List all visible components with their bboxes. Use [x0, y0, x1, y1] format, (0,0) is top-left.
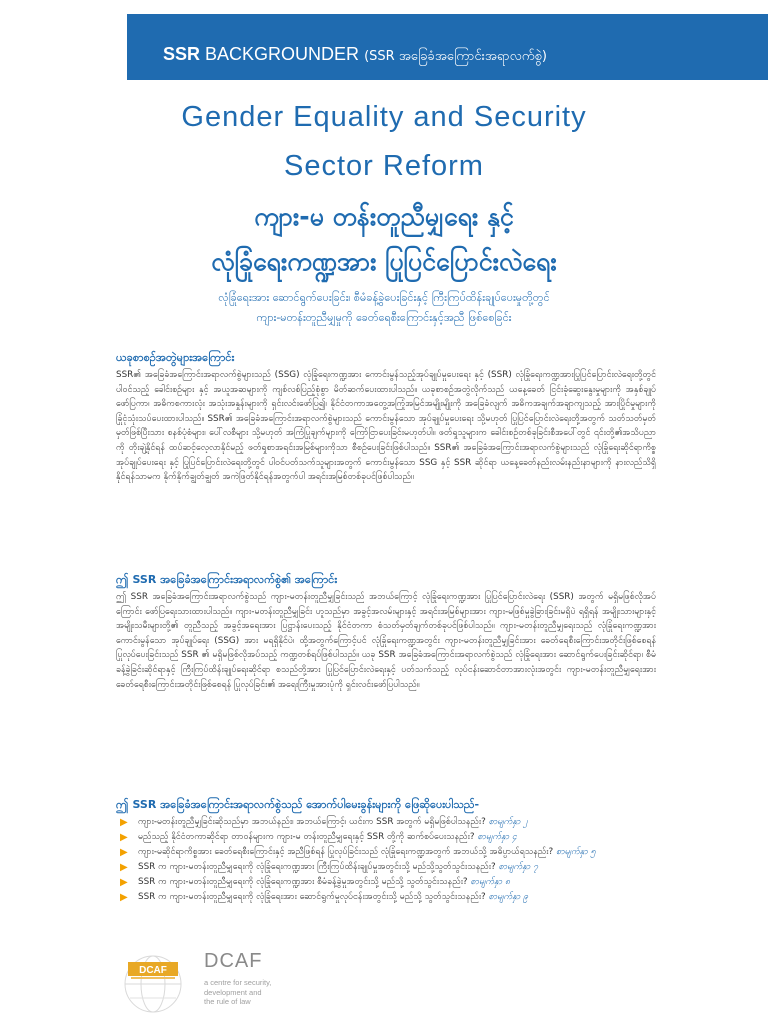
page-reference: စာမျက်နှာ ၈ [470, 877, 510, 887]
question-text: SSR က ကျား-မတန်းတူညီမျှရေးကို လုံခြုံရေးကဏ္ဍအား စီမံခန့်ခွဲမှုအတွင်းသို့ မည်သို့ သွတ်သွင်းသနည်း? [138, 877, 468, 887]
banner-label: BACKGROUNDER [205, 44, 360, 64]
question-text: ကျား-မတန်းတူညီမျှခြင်းဆိုသည်မှာ အဘယ်နည်း၊ အဘယ်ကြောင့်၊ ယင်းက SSR အတွက် မရှိမဖြစ်ပါသနည်း? [138, 817, 486, 827]
question-text: SSR က ကျား-မတန်းတူညီမျှရေးကို လုံခြုံရေးကဏ္ဍအား ကြီးကြပ်ထိန်းချုပ်မှုအတွင်းသို့ မည်သို့သွတ်သွင်းသနည်း? [138, 862, 496, 872]
banner-myanmar: (SSR အခြေခံအကြောင်းအရာလက်စွဲ) [364, 49, 547, 64]
section-about-series [116, 350, 656, 573]
subtitle-line1: လုံခြုံရေးအား ဆောင်ရွက်ပေးခြင်း၊ စီမံခန့်ခွဲပေးခြင်းနှင့် ကြီးကြပ်ထိန်းချုပ်ပေးမှုတို့တွင် [218, 291, 550, 304]
page-reference: စာမျက်နှာ ၇ [498, 862, 539, 872]
page-reference: စာမျက်နှာ ၉ [488, 892, 529, 902]
question-text: မည်သည့် နိုင်ငံတကာဆိုင်ရာ တာဝန်များက ကျား-မ တန်းတူညီမျှရေးနှင့် SSR တို့ကို ဆက်စပ်ပေးသနည်း? [138, 832, 475, 842]
section-about-series-body: SSR၏ အခြေခံအကြောင်းအရာလက်စွဲများသည် (SSG) လုံခြုံရေးကဏ္ဍအား ကောင်းမွန်သည့်အုပ်ချုပ်မှုပေးရေး နှင့် (SSR) လုံခြုံရေးကဏ္ဍအားပြုပြင်ပြောင်းလဲရေးတို့တွင် ပါဝင်သည့် ခေါင်းစဉ်များ နှင့် အယူအဆများကို ကျစ်လစ်ပြည့်စုံစွာ မိတ်ဆက်ပေးထားပါသည်။ ယခုစာစဉ်အတွဲလိုက်သည် ယနေ့ခေတ် ငြင်းခုံဆွေးနွေးမှုများကို အနှစ်ချုပ်ဖော်ပြကာ၊ အဓိကစကားလုံး အသုံးအနှုန်းများကို ရှင်းလင်းဖော်ပြ၍၊ နိုင်ငံတကာအတွေ့အကြုံအမြင်အမျိုးမျိုးကို အခြေခံလျက် အဓိကအချက်အချာကျသည့် အားပြိုင်မှုများကို ခြုံငုံသုံးသပ်ပေးထားပါသည်။ SSR၏ အခြေခံအကြောင်းအရာလက်စွဲများသည် ကောင်းမွန်သော အုပ်ချုပ်မှုပေးရေး သို့မဟုတ် ပြုပြင်ပြောင်းလဲရေးတို့အတွက် သတ်သတ်မှတ်မှတ်ဖြစ်ပြီးသား စနစ်ပုံစံများ၊ ပေါ်လစီများ သို့မဟုတ် အကြံပြုချက်များကို ကြော်ငြာပေးခြင်းမဟုတ်ပါ။ ဖတ်ရှုသူများက ခေါင်းစဉ်တစ်ခုခြင်းစီအပေါ်တွင် ၎င်းတို့၏အသိပညာကို တိုးချဲ့နိုင်ရန် ထပ်ဆင့်လေ့လာနိုင်မည့် ဖတ်ရှုစာအရင်းအမြစ်များကိုသာ စီစဉ်ပေးခြင်းဖြစ်ပါသည်။ SSR၏ အခြေခံအကြောင်းအရာလက်စွဲများသည် လုံခြုံရေးဆိုင်ရာကိစ္စ အုပ်ချုပ်ပေးရေး နှင့် ပြုပြင်ပြောင်းလဲရေးတို့တွင် ပါဝင်ပတ်သက်သူများအတွက် ကောင်းမွန်သော SSG နှင့် SSR ဆိုင်ရာ ယနေ့ခေတ်နည်းလမ်းနည်းနာများကို နားလည်သိရှိနိုင်ရန်သာမက နိုက်နိုက်ချွတ်ချွတ် အကဲဖြတ်နိုင်ရန်အတွက်ပါ အရင်းအမြစ်တစ်ခုပင်ဖြစ်ပါသည်။ [116, 370, 656, 483]
question-item [116, 890, 656, 905]
question-item [116, 845, 656, 860]
triangle-bullet-icon: ▶ [120, 862, 128, 873]
page-reference: စာမျက်နှာ ၂ [488, 817, 528, 827]
title-myanmar-line2: လုံခြုံရေးကဏ္ဍအား ပြုပြင်ပြောင်းလဲရေး [211, 247, 557, 276]
section-about-backgrounder-heading: ဤ SSR အခြေခံအကြောင်းအရာလက်စွဲ၏ အကြောင်း [116, 573, 338, 586]
page-reference: စာမျက်နှာ ၄ [477, 832, 517, 842]
banner-title [163, 44, 547, 67]
dcaf-tagline: a centre for security, development and the rule of law [204, 978, 272, 1006]
dcaf-globe-logo-icon [122, 948, 184, 1014]
triangle-bullet-icon: ▶ [120, 847, 128, 858]
section-about-backgrounder [116, 572, 656, 796]
question-item [116, 830, 656, 845]
triangle-bullet-icon: ▶ [120, 892, 128, 903]
triangle-bullet-icon: ▶ [120, 832, 128, 843]
section-about-series-heading: ယခုစာစဉ်အတွဲများအကြောင်း [116, 351, 235, 364]
question-item [116, 875, 656, 890]
dcaf-name: DCAF [204, 950, 263, 972]
question-text: SSR က ကျား-မတန်းတူညီမျှရေးကို လုံခြုံရေးအား ဆောင်ရွက်မှုလုပ်ငန်းအတွင်းသို့ မည်သို့ သွတ်သွင်းသနည်း? [138, 892, 486, 902]
question-text: ကျား-မဆိုင်ရာကိစ္စအား ခေတ်ရေစီးကြောင်းနှင့် အညီဖြစ်ရန် ပြုလုပ်ခြင်းသည် လုံခြုံရေးကဏ္ဍအတွက် အဘယ်သို့ အဓိပ္ပာယ်ရသနည်း? [138, 847, 554, 857]
title-english-line2: Sector Reform [284, 150, 484, 182]
page-reference: စာမျက်နှာ ၅ [556, 847, 596, 857]
question-item [116, 860, 656, 875]
triangle-bullet-icon: ▶ [120, 877, 128, 888]
question-list [116, 815, 656, 905]
subtitle-line2: ကျား-မတန်းတူညီမျှမှုကို ခေတ်ရေစီးကြောင်းနှင့်အညီ ဖြစ်စေခြင်း [256, 311, 512, 324]
section-about-backgrounder-body: ဤ SSR အခြေခံအကြောင်းအရာလက်စွဲသည် ကျား-မတန်းတူညီမျှခြင်းသည် အဘယ်ကြောင့် လုံခြုံရေးကဏ္ဍအား ပြုပြင်ပြောင်းလဲရေး (SSR) အတွက် မရှိမဖြစ်လိုအပ်ကြောင်း ဖော်ပြရေးသားထားပါသည်။ ကျား-မတန်းတူညီမျှခြင်း ဟူသည်မှာ အခွင့်အလမ်းများနှင့် အရင်းအမြစ်များအား ကျား-မဖြစ်မှုခွဲခြားခြင်းမရှိပဲ ရရှိရန် အမျိုးသားများနှင့် အမျိုးသမီးများတို့၏ တူညီသည့် အခွင့်အရေးအား ပြဋ္ဌာန်းပေးသည့် နိုင်ငံတကာ စံသတ်မှတ်ချက်တစ်ခုပင်ဖြစ်ပါသည်။ ကျား-မတန်းတူညီမျှရေးသည် လုံခြုံရေးကဏ္ဍအား ကောင်းမွန်သော အုပ်ချုပ်ရေး (SSG) အား မရရှိနိုင်ပဲ၊ ထို့အတွက်ကြောင့်ပင် လုံခြုံရေးကဏ္ဍအတွင်း ကျား-မတန်းတူညီမျှခြင်းအား ခေတ်ရေစီးကြောင်းအတိုင်းဖြစ်စေရန် ပြုလုပ်ပေးခြင်းသည် SSR ၏ မရှိမဖြစ်လိုအပ်သည့် ကဏ္ဍတစ်ရပ်ဖြစ်ပါသည်။ ယခု SSR အခြေခံအကြောင်းအရာလက်စွဲသည် လုံခြုံရေးအား ဆောင်ရွက်ပေးခြင်းဆိုင်ရာ၊ စီမံခန့်ခွဲခြင်းဆိုင်ရာနှင့် ကြီးကြပ်ထိန်းချုပ်ရေးဆိုင်ရာ စသည်တို့အား ပြုပြင်ပြောင်းလဲရေးနှင့် ပတ်သက်သည့် လုပ်ငန်းဆောင်တာအားလုံးအတွင်း ကျား-မတန်းတူညီမျှရေးအား ခေတ်ရေစီးကြောင်းအတိုင်းဖြစ်စေရန် ပြုလုပ်ခြင်း၏ အရေးကြီးမှုအားပုံကို ရှင်းလင်းဖော်ပြပါသည်။ [116, 592, 656, 690]
title-myanmar-line1: ကျား-မ တန်းတူညီမျှရေး နှင့် [254, 202, 514, 231]
question-item [116, 815, 656, 830]
title-english-line1: Gender Equality and Security [181, 101, 587, 133]
header-banner [127, 14, 768, 80]
logo-badge-text: DCAF [139, 965, 167, 976]
section-questions [116, 797, 656, 905]
triangle-bullet-icon: ▶ [120, 817, 128, 828]
section-questions-heading: ဤ SSR အခြေခံအကြောင်းအရာလက်စွဲသည် အောက်ပါမေးခွန်းများကို ဖြေဆိုပေးပါသည်- [116, 798, 480, 811]
banner-ssr: SSR [163, 44, 201, 64]
